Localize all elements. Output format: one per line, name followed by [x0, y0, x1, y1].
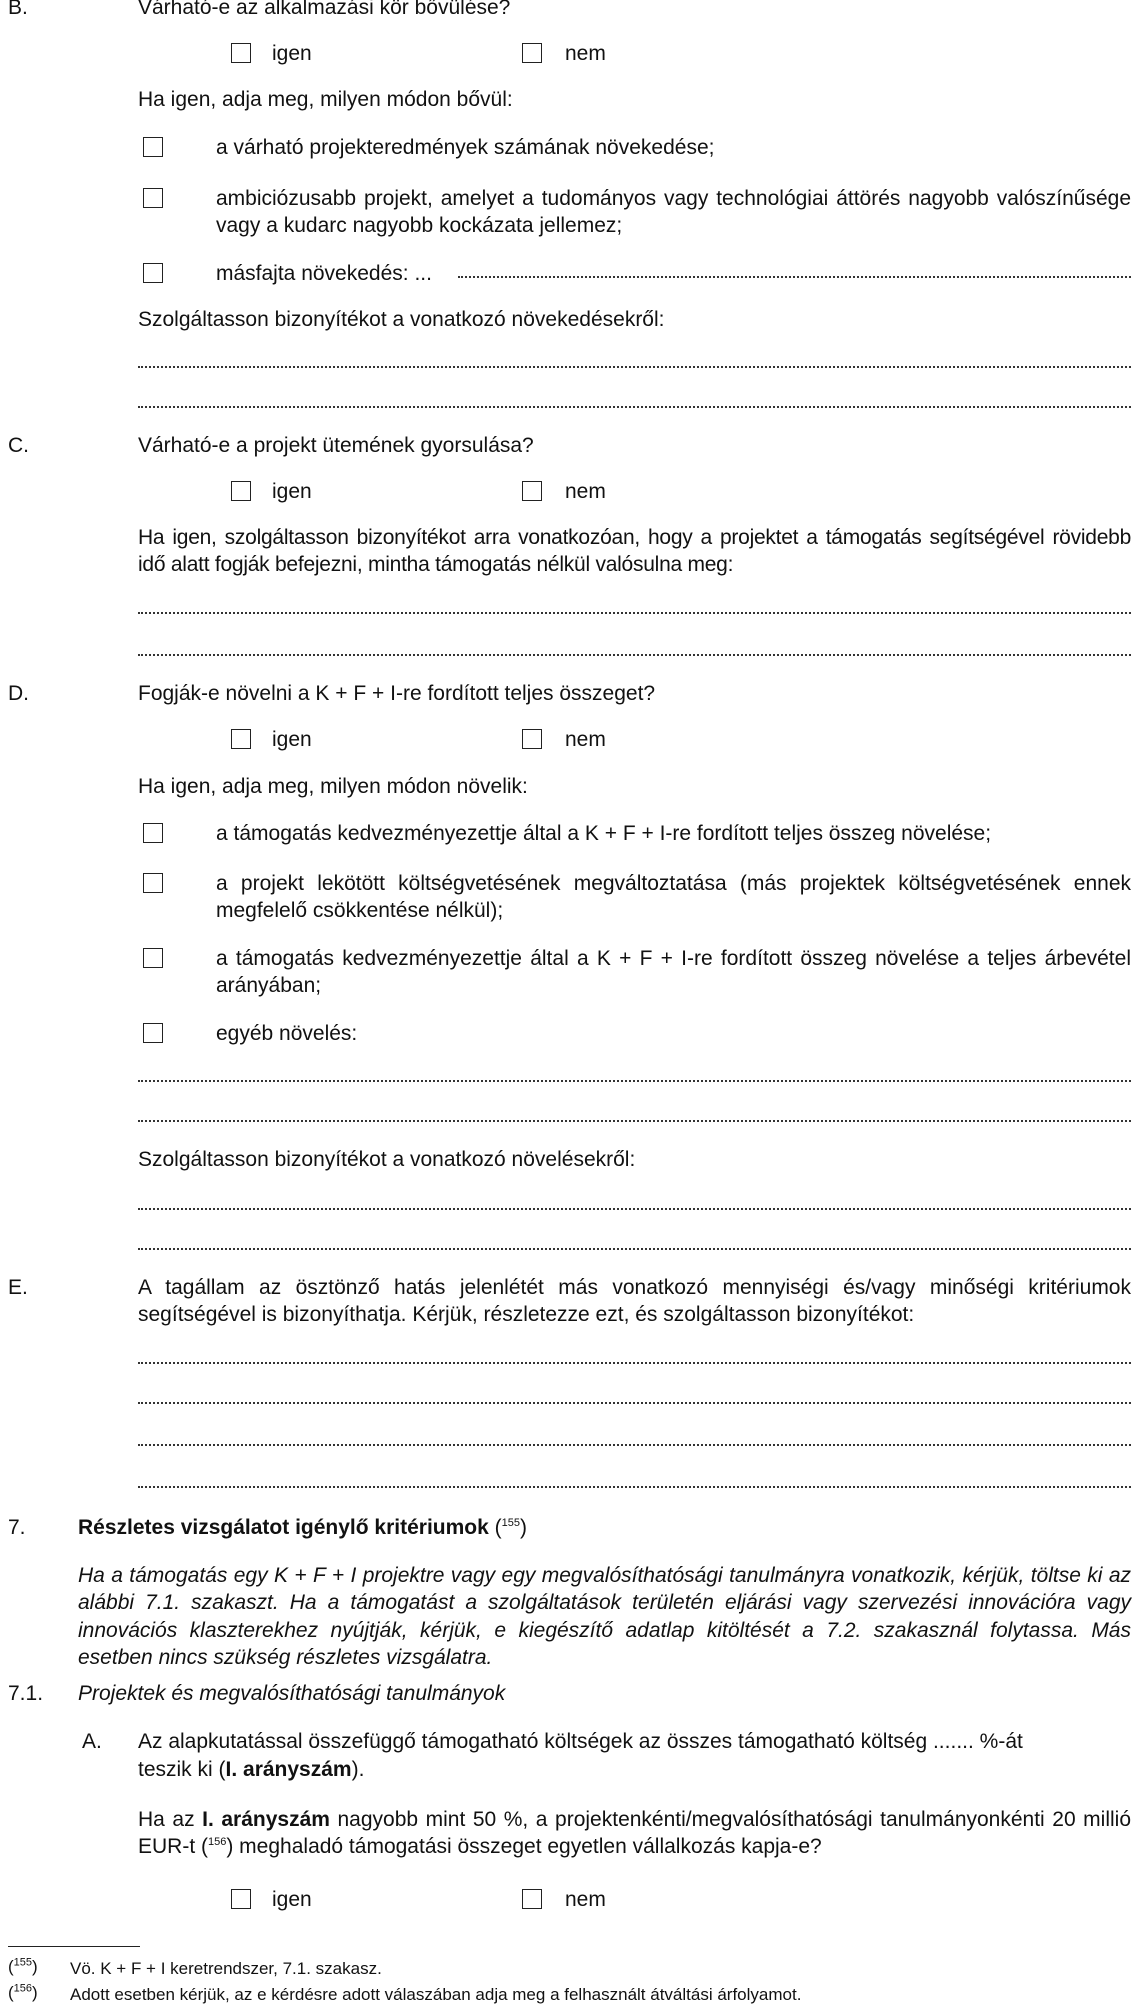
- c-no-checkbox[interactable]: [522, 481, 542, 501]
- section-7-title-text: Részletes vizsgálatot igénylő kritériumok: [78, 1516, 489, 1539]
- q-post: ) meghaladó támogatási összeget egyetlen vállalkozás kapja-e?: [226, 1835, 822, 1859]
- section-d-question: Fogják-e növelni a K + F + I-re fordított teljes összeget?: [138, 682, 656, 705]
- d-yes-checkbox[interactable]: [231, 729, 251, 749]
- e-evidence-line-2[interactable]: [138, 1398, 1131, 1404]
- section-71-question: [138, 1806, 1131, 1861]
- b-option-3-fill[interactable]: [458, 272, 1131, 278]
- section-7-title: Részletes vizsgálatot igénylő kritériumok ($^{155}$): [78, 1516, 527, 1539]
- footnote-156-number: ($^{156}$): [8, 1982, 38, 2002]
- b-option-2-checkbox[interactable]: [143, 188, 163, 208]
- b-evidence-line-2[interactable]: [138, 402, 1131, 408]
- b-no-checkbox[interactable]: [522, 43, 542, 63]
- b-option-1-checkbox[interactable]: [143, 137, 163, 157]
- c-evidence-line-1[interactable]: [138, 608, 1131, 614]
- 71-no-checkbox[interactable]: [522, 1889, 542, 1909]
- c-prompt: Ha igen, szolgáltasson bizonyítékot arra vonatkozóan, hogy a projektet a támogatás segítségével rövidebb idő alatt fogják befejezni, mintha támogatás nélkül valósulna meg:: [138, 526, 1131, 577]
- b-evidence-label: Szolgáltasson bizonyítékot a vonatkozó növekedésekről:: [138, 308, 665, 331]
- section-d-letter: D.: [8, 682, 29, 705]
- b-option-3-text: másfajta növekedés: ...: [216, 262, 432, 285]
- b-no-label: nem: [565, 42, 606, 65]
- e-evidence-line-3[interactable]: [138, 1440, 1131, 1446]
- d-evidence-label: Szolgáltasson bizonyítékot a vonatkozó növelésekről:: [138, 1148, 636, 1171]
- d-option-2-text: a projekt lekötött költségvetésének megváltoztatása (más projektek költségvetésének ennek megfelelő csökkentése nélkül);: [216, 872, 1131, 923]
- d-option-4-checkbox[interactable]: [143, 1023, 163, 1043]
- d-option-2-checkbox[interactable]: [143, 873, 163, 893]
- b-option-1-text: a várható projekteredmények számának növekedése;: [216, 136, 715, 159]
- d-no-label: nem: [565, 728, 606, 751]
- 71-yes-label: igen: [272, 1888, 312, 1911]
- section-71-a-line2-pre: teszik ki (: [138, 1758, 226, 1781]
- c-yes-label: igen: [272, 480, 312, 503]
- b-yes-checkbox[interactable]: [231, 43, 251, 63]
- section-71-a-line2-post: ).: [351, 1758, 365, 1781]
- d-yes-label: igen: [272, 728, 312, 751]
- footnote-rule: [8, 1946, 140, 1947]
- d-prompt: Ha igen, adja meg, milyen módon növelik:: [138, 775, 528, 798]
- 71-yes-checkbox[interactable]: [231, 1889, 251, 1909]
- section-e-text: A tagállam az ösztönző hatás jelenlétét más vonatkozó mennyiségi és/vagy minőségi kritériumok segítségével is bizonyíthatja. Kérjük, részletezze ezt, és szolgáltasson bizonyítékot:: [138, 1276, 1131, 1327]
- section-e-letter: E.: [8, 1276, 28, 1299]
- section-71-a-letter: A.: [82, 1730, 102, 1753]
- d-evidence-line-2[interactable]: [138, 1244, 1131, 1250]
- footnote-ref-155[interactable]: 155: [501, 1517, 520, 1529]
- section-71-a-line1: Az alapkutatással összefüggő támogatható költségek az összes támogatható költség ....... %-át: [138, 1730, 1023, 1753]
- b-yes-label: igen: [272, 42, 312, 65]
- 71-no-label: nem: [565, 1888, 606, 1911]
- d-evidence-line-1[interactable]: [138, 1204, 1131, 1210]
- d-option-3-checkbox[interactable]: [143, 948, 163, 968]
- section-71-a-line2: [138, 1756, 364, 1783]
- section-c-question: Várható-e a projekt ütemének gyorsulása?: [138, 434, 534, 457]
- footnote-155-text: Vö. K + F + I keretrendszer, 7.1. szakasz.: [70, 1959, 382, 1978]
- d-other-line-1[interactable]: [138, 1076, 1131, 1082]
- d-other-line-2[interactable]: [138, 1116, 1131, 1122]
- section-c-letter: C.: [8, 434, 29, 457]
- footnote-ref-156[interactable]: 156: [208, 1836, 227, 1849]
- footnote-156-text: Adott esetben kérjük, az e kérdésre adott válaszában adja meg a felhasznált átváltási árfolyamot.: [70, 1985, 802, 2004]
- d-option-1-checkbox[interactable]: [143, 823, 163, 843]
- b-option-3-checkbox[interactable]: [143, 263, 163, 283]
- b-prompt: Ha igen, adja meg, milyen módon bővül:: [138, 88, 513, 111]
- footnote-155-number: ($^{155}$): [8, 1956, 38, 1976]
- q-ratio-label: I. arányszám: [202, 1808, 330, 1831]
- q-pre: Ha az: [138, 1808, 203, 1831]
- d-option-4-text: egyéb növelés:: [216, 1022, 358, 1045]
- ratio-i-label: I. arányszám: [225, 1758, 352, 1781]
- section-71-number: 7.1.: [8, 1682, 44, 1705]
- d-option-3-text: a támogatás kedvezményezettje által a K + F + I-re fordított összeg növelése a teljes árbevétel arányában;: [216, 947, 1131, 998]
- b-option-2-text: ambiciózusabb projekt, amelyet a tudományos vagy technológiai áttörés nagyobb valószínűsége vagy a kudarc nagyobb kockázata jellemez;: [216, 187, 1131, 238]
- b-evidence-line-1[interactable]: [138, 362, 1131, 368]
- section-7-number: 7.: [8, 1516, 26, 1539]
- e-evidence-line-1[interactable]: [138, 1358, 1131, 1364]
- c-yes-checkbox[interactable]: [231, 481, 251, 501]
- q-mid: nagyobb mint 50 %, a projektenkénti/megvalósíthatósági tanulmányonkénti 20 millió EUR-t (: [138, 1808, 1132, 1859]
- e-evidence-line-4[interactable]: [138, 1482, 1131, 1488]
- section-b-question: Várható-e az alkalmazási kör bővülése?: [138, 0, 511, 19]
- section-b-letter: B.: [8, 0, 28, 19]
- c-evidence-line-2[interactable]: [138, 650, 1131, 656]
- section-7-body: Ha a támogatás egy K + F + I projektre vagy egy megvalósíthatósági tanulmányra vonatkozik, kérjük, töltse ki az alábbi 7.1. szakaszt. Ha a támogatást a szolgáltatások területén eljárási vagy szervezési innovációra vagy innovációs klaszterekhez nyújtják, kérjük, e kiegészítő adatlap kitöltését a 7.2. szakasznál folytassa. Más esetben nincs szükség részletes vizsgálatra.: [78, 1564, 1131, 1669]
- d-option-1-text: a támogatás kedvezményezettje által a K + F + I-re fordított teljes összeg növelése;: [216, 822, 992, 845]
- section-71-title: Projektek és megvalósíthatósági tanulmányok: [78, 1682, 506, 1705]
- d-no-checkbox[interactable]: [522, 729, 542, 749]
- c-no-label: nem: [565, 480, 606, 503]
